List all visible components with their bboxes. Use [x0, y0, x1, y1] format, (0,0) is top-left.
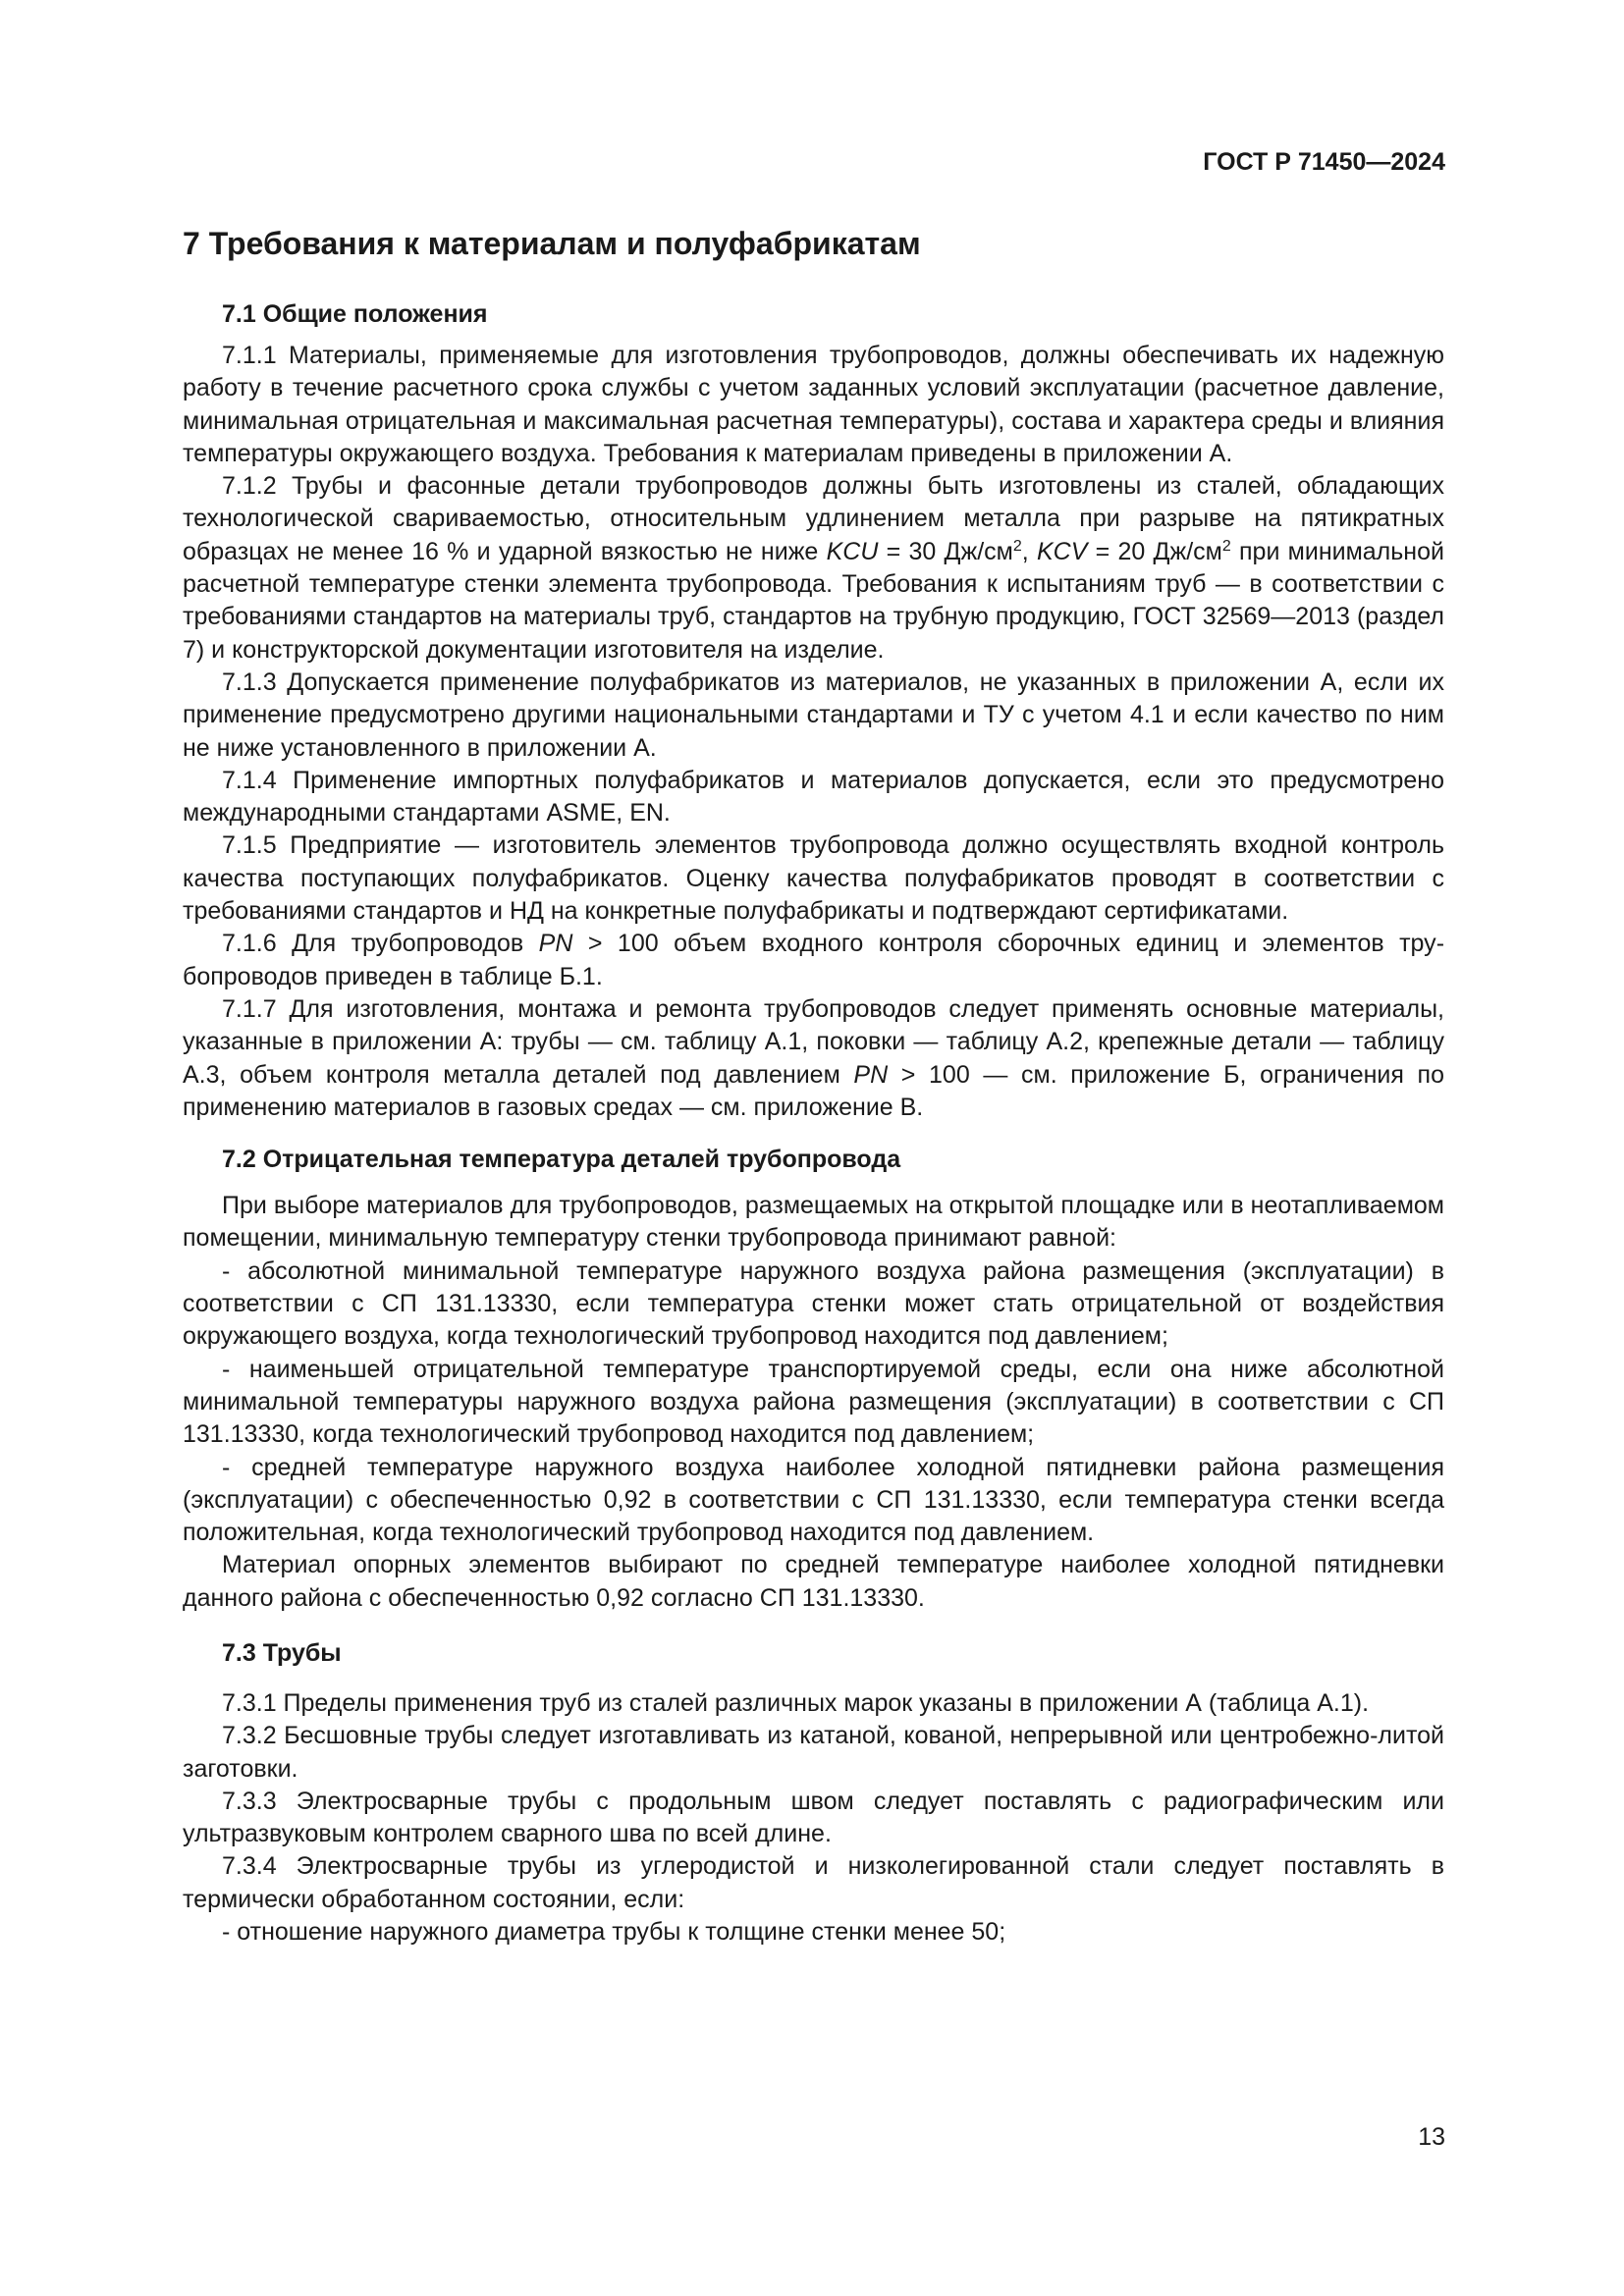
document-code: ГОСТ Р 71450—2024	[1203, 148, 1445, 176]
section-7-2-body	[183, 1190, 1444, 1615]
paragraph-7-3-1: 7.3.1 Пределы применения труб из сталей различных марок указаны в приложении А (таблица А.1).	[222, 1688, 1370, 1717]
paragraph-7-2-intro: При выборе материалов для трубопроводов, размещаемых на открытой площадке или в неотапливаемом помещении, минимальную температуру стенки трубопровода принимают равной:	[183, 1192, 1444, 1253]
paragraph-7-1-6: 7.1.6 Для трубопроводов PN > 100 объем входного контроля сборочных единиц и элементов трубопроводов приведен в таблице Б.1.	[183, 930, 1445, 990]
paragraph-7-3-4: 7.3.4 Электросварные трубы из углеродистой и низколегированной стали следует поставлять в термически обработанном состоянии, если:	[183, 1852, 1444, 1913]
paragraph-7-1-4: 7.1.4 Применение импортных полуфабрикатов и материалов допускается, если это предусмотрено международными стандартами ASME, EN.	[183, 766, 1444, 828]
list-item-7-2-a: - абсолютной минимальной температуре наружного воздуха района размещения (эксплуатации) в соответствии с СП 131.13330, если температура стенки может стать отрицательной от воздействия окружающего воздуха, когда технологический трубопровод находится под давлением;	[183, 1256, 1444, 1351]
paragraph-7-1-1: 7.1.1 Материалы, применяемые для изготовления трубопроводов, должны обеспечивать их надежную работу в течение расчетного срока службы с учетом заданных условий эксплуатации (расчетное давление, минимальная отрицательная и максимальная расчетная температуры), состава и характера среды и влияния температуры окружающего воздуха. Требования к материалам приведены в приложении А.	[183, 342, 1444, 467]
section-title-7-3: 7.3 Трубы	[222, 1638, 342, 1667]
paragraph-7-3-3: 7.3.3 Электросварные трубы с продольным швом следует поставлять с радиографическим или ультразвуковым контролем сварного шва по всей длине.	[183, 1787, 1444, 1848]
section-7-3-body	[183, 1687, 1444, 1949]
paragraph-7-1-5: 7.1.5 Предприятие — изготовитель элементов трубопровода должно осуществлять входной контроль качества поступающих полуфабрикатов. Оценку качества полуфабрикатов проводят в соответствии с требованиями стандартов и НД на конкретные полуфабрикаты и подтверждают сертификатами.	[183, 831, 1444, 926]
section-title-7-1: 7.1 Общие положения	[222, 300, 488, 328]
paragraph-7-1-3: 7.1.3 Допускается применение полуфабрикатов из материалов, не указанных в приложении А, если их применение предусмотрено другими национальными стандартами и ТУ с учетом 4.1 и если качество по ним не ниже установленного в приложении А.	[183, 667, 1444, 762]
list-item-7-2-b: - наименьшей отрицательной температуре транспортируемой среды, если она ниже абсолютной минимальной температуры наружного воздуха района размещения (эксплуатации) в соответствии с СП 131.13330, когда технологический трубопровод находится под давлением;	[183, 1355, 1444, 1449]
paragraph-7-2-support: Материал опорных элементов выбирают по средней температуре наиболее холодной пятидневки данного района с обеспеченностью 0,92 согласно СП 131.13330.	[183, 1551, 1444, 1612]
chapter-title: 7 Требования к материалам и полуфабрикатам	[183, 226, 921, 261]
section-7-1-body	[183, 340, 1444, 1124]
section-title-7-2: 7.2 Отрицательная температура деталей трубопровода	[222, 1146, 901, 1174]
list-item-7-3-4-a: - отношение наружного диаметра трубы к толщине стенки менее 50;	[222, 1918, 1006, 1947]
paragraph-7-1-2: 7.1.2 Трубы и фасонные детали трубопроводов должны быть изготовлены из сталей, обладающих технологической свариваемостью, относительным удлинением металла при разрыве на пятикратных образцах не менее 16 % и ударной вязкостью не ниже KCU = 30 $Дж/см^2$, KCV = 20 $Дж/см^2$ при минимальной расчетной температуре стенки элемента трубопровода. Требования к испытаниям труб — в соответствии с требованиями стандартов на материалы труб, стандартов на трубную продукцию, ГОСТ 32569—2013 (раздел 7) и конструкторской документации изготовителя на изделие.	[183, 472, 1444, 664]
paragraph-7-3-2: 7.3.2 Бесшовные трубы следует изготавливать из катаной, кованой, непрерывной или центробежно-литой заготовки.	[183, 1722, 1444, 1783]
paragraph-7-1-7: 7.1.7 Для изготовления, монтажа и ремонта трубопроводов следует применять основные материалы, указанные в приложении А: трубы — см. таблицу А.1, поковки — таблицу А.2, крепежные детали — таблицу А.3, объем контроля металла деталей под давлением PN > 100 — см. приложение Б, ограничения по применению материалов в газовых средах — см. приложение В.	[183, 994, 1444, 1121]
list-item-7-2-c: - средней температуре наружного воздуха наиболее холодной пятидневки района размещения (эксплуатации) с обеспеченностью 0,92 в соответствии с СП 131.13330, если температура стенки всегда положительная, когда технологический трубопровод находится под давлением.	[183, 1453, 1444, 1547]
page-number: 13	[1418, 2123, 1445, 2151]
